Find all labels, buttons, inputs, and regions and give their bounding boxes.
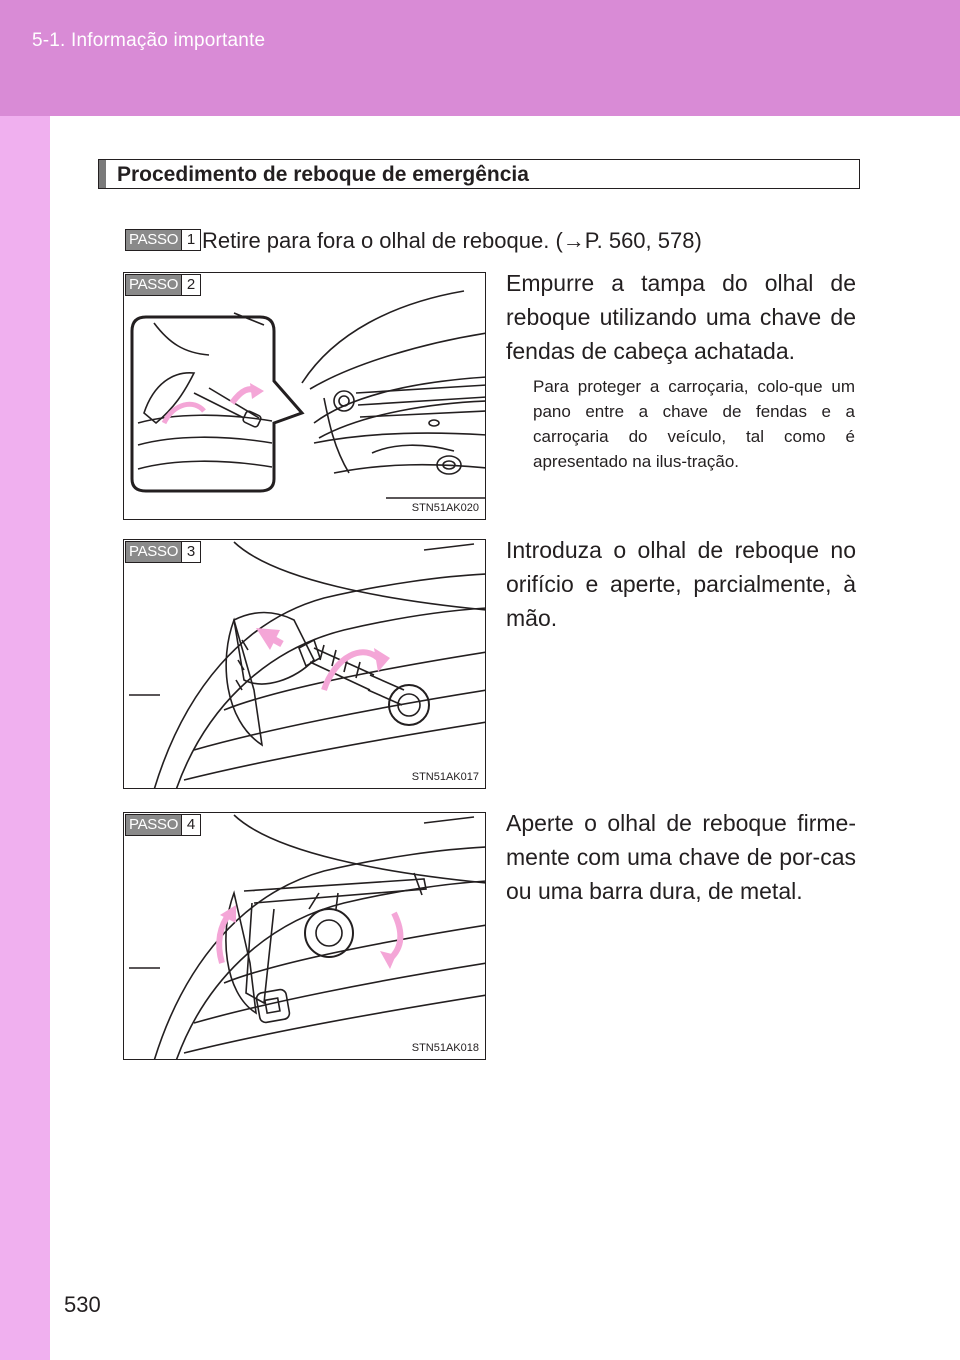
step-number: 3 (181, 542, 200, 562)
tow-eye-tightening-illustration (124, 813, 486, 1060)
step-badge-4 (125, 814, 201, 836)
header-band (0, 0, 960, 116)
step-1-text: Retire para fora o olhal de reboque. (→P. 560, 578) (202, 228, 702, 253)
step-3-text: Introduza o olhal de reboque no orifício e aperte, parcialmente, à mão. (506, 537, 856, 631)
step-badge-2 (125, 274, 201, 296)
figure-code: STN51AK020 (411, 502, 479, 514)
step-2-text: Empurre a tampa do olhal de reboque utilizando uma chave de fendas de cabeça achatada. (506, 270, 856, 364)
car-front-illustration (124, 273, 486, 520)
heading-bar (99, 160, 106, 188)
tow-eye-insertion-illustration (124, 540, 486, 789)
step-4-text: Aperte o olhal de reboque firme-mente com uma chave de por-cas ou uma barra dura, de metal. (506, 810, 856, 904)
section-label: 5-1. Informação importante (32, 30, 266, 51)
figure-step-2 (123, 272, 486, 520)
step-number: 4 (181, 815, 200, 835)
side-band (0, 116, 50, 1360)
step-word: PASSO (126, 275, 181, 295)
figure-code: STN51AK018 (411, 1042, 479, 1054)
step-word: PASSO (126, 815, 181, 835)
page-number: 530 (64, 1292, 101, 1317)
step-word: PASSO (126, 230, 181, 250)
step-badge-3 (125, 541, 201, 563)
figure-step-3 (123, 539, 486, 789)
step-badge-1 (125, 229, 201, 251)
figure-step-4 (123, 812, 486, 1060)
step-word: PASSO (126, 542, 181, 562)
step-number: 2 (181, 275, 200, 295)
section-title: Procedimento de reboque de emergência (117, 163, 529, 186)
step-2-note: Para proteger a carroçaria, colo-que um pano entre a chave de fendas e a carroçaria do veículo, tal como é apresentado na ilus-tração. (533, 377, 855, 471)
step-number: 1 (181, 230, 200, 250)
figure-code: STN51AK017 (411, 771, 479, 783)
section-heading (98, 159, 860, 189)
